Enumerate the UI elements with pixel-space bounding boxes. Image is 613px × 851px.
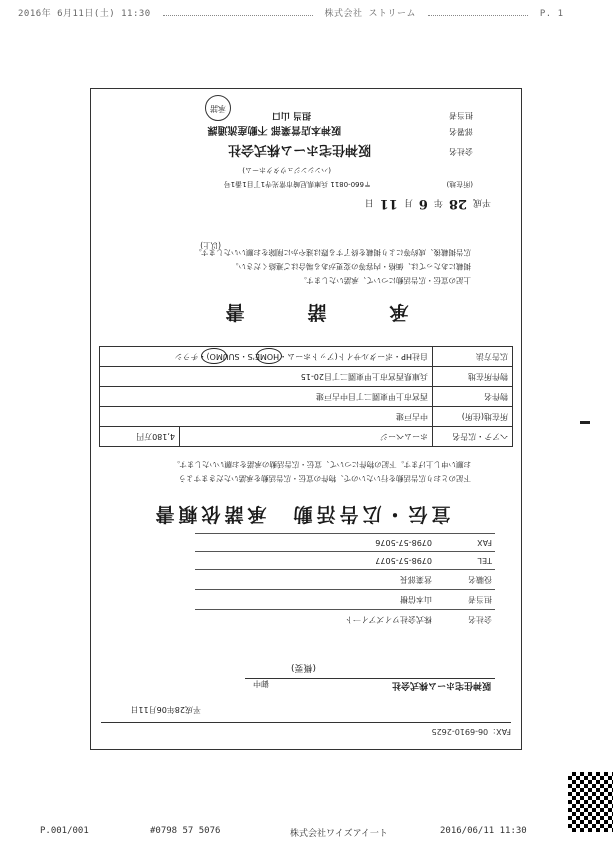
- request-intro: 下記のとおり広告活動を行いたいので、物件の宣伝・広告活動を承諾いただきますよう お願い申し上げます。下記の物件について、宣伝・広告活動の承諾をお願いいたします。: [172, 460, 471, 483]
- reply-person: 担当 山口: [271, 110, 311, 120]
- sender-row: 役職名 営業部長: [195, 570, 495, 590]
- ack-body: 上記の宣伝・広告活動について、承諾いたします。 掲載にあたっては、価格・内容等の変更がある場合はご連絡ください。 広告掲載後、成約等により掲載を終了する際は速やかに削除をお願いいたします。: [194, 248, 471, 285]
- label-company: 会社名: [449, 147, 473, 156]
- request-row: 所在地(住所) 中古戸建: [100, 407, 513, 427]
- fax-footer-page: P.001/001: [40, 826, 89, 836]
- sender-info-table: [195, 533, 495, 629]
- request-row: 物件名 西宮市上甲東園二丁目中古戸建: [100, 387, 513, 407]
- request-row: 物件所在地 兵庫県西宮市上甲東園二丁目20-15: [100, 367, 513, 387]
- circle-mark: [201, 348, 227, 364]
- label-address: (所在地): [446, 180, 473, 188]
- sender-row: FAX 0798-57-5076: [195, 534, 495, 552]
- request-row: 広告方法 自社HP・ポータルサイト(アットホーム・HOME'S・SUUMO)・チラシ: [100, 347, 513, 367]
- scan-mark: [580, 421, 590, 424]
- sender-row: 会社名 株式会社ワイズアイ一ト: [195, 610, 495, 630]
- sender-row: 担当者 山本信樹: [195, 590, 495, 610]
- ack-note: (以上): [200, 241, 221, 250]
- reply-company: 阪神住宅ホーム株式会社: [227, 142, 371, 157]
- doc-date: 平成28年06月11日: [130, 705, 201, 714]
- fax-sender: 株式会社 ストリーム: [324, 9, 416, 19]
- reply-address: 〒660-0811 兵庫県尼崎市常光寺1丁目1番1号: [223, 180, 371, 188]
- reply-kana: (ハンシンジュウタクホーム): [242, 166, 331, 174]
- doc-recipient: 阪神住宅ホーム株式会社: [391, 680, 491, 690]
- approval-stamp: 承諾: [205, 95, 231, 121]
- fax-checker-pattern: [568, 772, 613, 832]
- label-person: 担当者: [449, 111, 473, 120]
- doc-honorific: 御中: [253, 679, 269, 688]
- ad-method-text: 自社HP・ポータルサイト(アットホーム・HOME'S・SUUMO)・チラシ: [174, 352, 428, 361]
- fax-footer-sender: 株式会社ワイズアイ一ト: [290, 829, 388, 839]
- request-table: [99, 346, 513, 447]
- doc-fax-line: [211, 726, 511, 737]
- circle-mark: [256, 348, 282, 364]
- sender-row: TEL 0798-57-5077: [195, 552, 495, 570]
- fax-footer-number: #0798 57 5076: [150, 826, 221, 836]
- request-title: 宣伝・広告活動 承諾依頼書: [151, 503, 451, 525]
- reply-date: 平成28年6月11日: [364, 196, 491, 211]
- fax-footer-timestamp: 2016/06/11 11:30: [440, 826, 527, 836]
- fax-date: 2016年 6月11日(土): [18, 9, 116, 19]
- fax-time: 11:30: [121, 9, 151, 19]
- reply-dept: 阪神本店営業部 不動産流通課: [207, 124, 341, 135]
- ack-title: 承 諾 書: [203, 301, 409, 323]
- label-dept: 部署名: [449, 127, 473, 136]
- faxed-document: [90, 88, 522, 750]
- doc-gist-label: (概要): [290, 662, 316, 672]
- doc-fax-number: FAX：06-6910-2625: [431, 727, 511, 736]
- fax-page: P. 1: [539, 9, 564, 19]
- fax-header-top: [18, 6, 578, 19]
- request-row: ヘアテ・広告名 ホームページ 4,180万円: [100, 427, 513, 447]
